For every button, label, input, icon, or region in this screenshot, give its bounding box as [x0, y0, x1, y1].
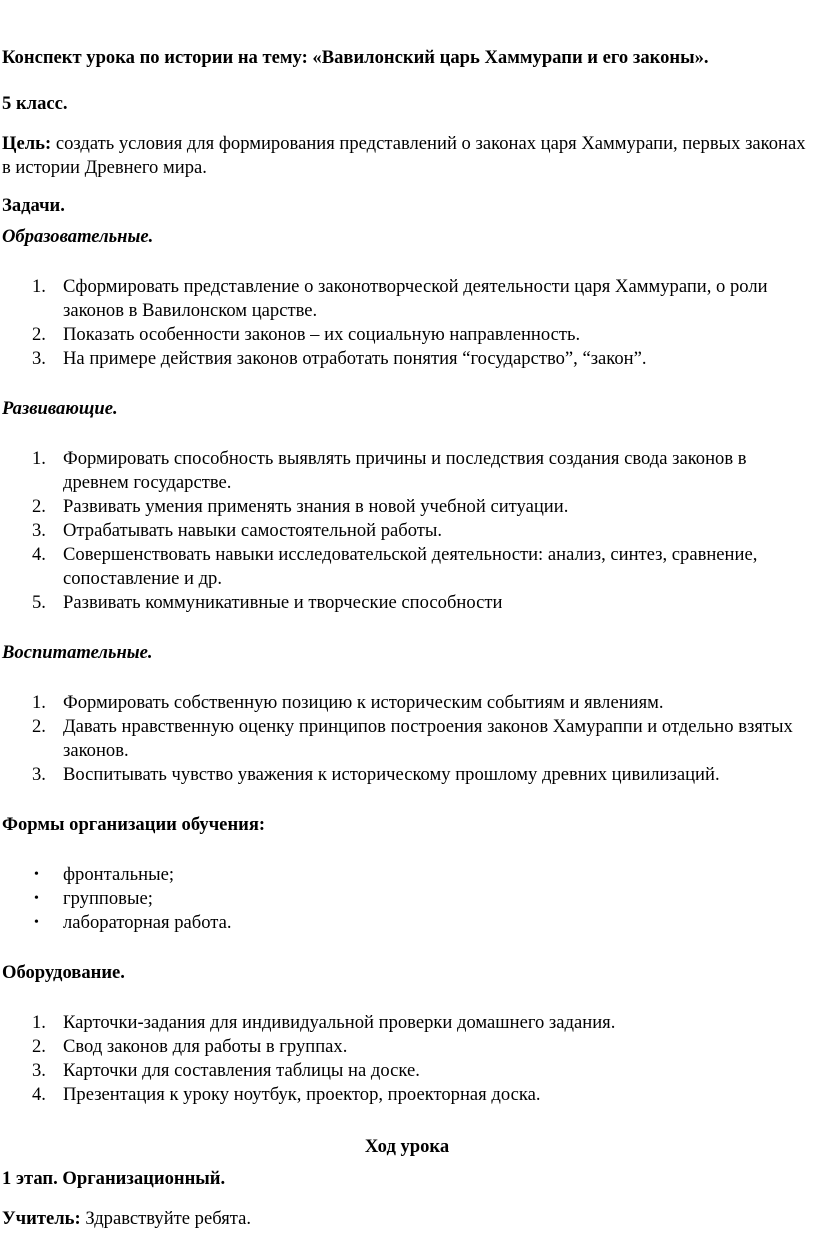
goal-text: создать условия для формирования представлений о законах царя Хаммурапи, первых законах в истории Древнего мира.	[2, 133, 806, 178]
list-number: 1.	[32, 1012, 46, 1033]
list-text: Свод законов для работы в группах.	[63, 1036, 348, 1057]
list-item	[2, 1059, 812, 1083]
list-text: Формировать собственную позицию к историческим событиям и явлениям.	[63, 692, 664, 713]
list-item	[2, 447, 812, 495]
list-item	[2, 347, 812, 371]
list-text: фронтальные;	[63, 864, 174, 885]
list-text: Сформировать представление о законотворческой деятельности царя Хаммурапи, о роли законов в Вавилонском царстве.	[63, 276, 768, 321]
list-text: лабораторная работа.	[63, 912, 232, 933]
list-item	[2, 519, 812, 543]
list-text: На примере действия законов отработать понятия “государство”, “закон”.	[63, 348, 647, 369]
list-item	[2, 715, 812, 763]
upbringing-list	[2, 691, 812, 787]
goal-paragraph	[2, 132, 812, 180]
list-item	[2, 495, 812, 519]
forms-list	[2, 863, 812, 935]
list-number: 4.	[32, 544, 46, 565]
bullet-icon: •	[34, 867, 39, 882]
list-text: Давать нравственную оценку принципов построения законов Хамураппи и отдельно взятых законов.	[63, 716, 793, 761]
list-number: 2.	[32, 496, 46, 517]
teacher-text: Здравствуйте ребята.	[80, 1208, 252, 1229]
list-number: 1.	[32, 692, 46, 713]
list-text: Развивать умения применять знания в новой учебной ситуации.	[63, 496, 569, 517]
lesson-heading: Ход урока	[364, 1136, 450, 1157]
equipment-heading: Оборудование.	[2, 962, 125, 983]
list-text: Отрабатывать навыки самостоятельной работы.	[63, 520, 443, 541]
bullet-icon: •	[34, 915, 39, 930]
list-text: Формировать способность выявлять причины и последствия создания свода законов в древнем государстве.	[63, 448, 747, 493]
list-item	[2, 1011, 812, 1035]
list-text: Развивать коммуникативные и творческие способности	[63, 592, 503, 613]
bullet-icon: •	[34, 891, 39, 906]
educational-list	[2, 275, 812, 371]
list-item	[2, 1035, 812, 1059]
developing-heading: Развивающие.	[2, 398, 118, 419]
list-text: Карточки для составления таблицы на доске.	[63, 1060, 420, 1081]
list-item	[2, 691, 812, 715]
list-number: 2.	[32, 324, 46, 345]
list-item	[2, 1083, 812, 1107]
list-item	[2, 591, 812, 615]
list-text: Презентация к уроку ноутбук, проектор, проекторная доска.	[63, 1084, 541, 1105]
teacher-label: Учитель:	[2, 1208, 81, 1229]
list-text: групповые;	[63, 888, 153, 909]
list-text: Показать особенности законов – их социальную направленность.	[63, 324, 581, 345]
list-number: 2.	[32, 1036, 46, 1057]
document-page	[2, 46, 812, 1231]
list-item	[2, 275, 812, 323]
list-item	[2, 543, 812, 591]
list-text: Карточки-задания для индивидуальной проверки домашнего задания.	[63, 1012, 616, 1033]
list-number: 4.	[32, 1084, 46, 1105]
goal-label: Цель:	[2, 133, 52, 154]
list-item	[2, 323, 812, 347]
list-number: 1.	[32, 276, 46, 297]
developing-list	[2, 447, 812, 615]
tasks-heading: Задачи.	[2, 195, 65, 216]
list-item	[2, 911, 812, 935]
list-number: 3.	[32, 764, 46, 785]
grade-label: 5 класс.	[2, 93, 68, 114]
document-title: Конспект урока по истории на тему: «Вавилонский царь Хаммурапи и его законы».	[2, 47, 709, 68]
educational-heading: Образовательные.	[2, 226, 154, 247]
list-number: 3.	[32, 520, 46, 541]
list-text: Воспитывать чувство уважения к историческому прошлому древних цивилизаций.	[63, 764, 720, 785]
teacher-line	[2, 1207, 812, 1231]
list-number: 5.	[32, 592, 46, 613]
upbringing-heading: Воспитательные.	[2, 642, 153, 663]
list-item	[2, 763, 812, 787]
list-item	[2, 887, 812, 911]
stage-1-heading: 1 этап. Организационный.	[2, 1168, 226, 1189]
list-item	[2, 863, 812, 887]
forms-heading: Формы организации обучения:	[2, 814, 266, 835]
list-number: 3.	[32, 348, 46, 369]
equipment-list	[2, 1011, 812, 1107]
list-number: 2.	[32, 716, 46, 737]
list-number: 3.	[32, 1060, 46, 1081]
list-text: Совершенствовать навыки исследовательской деятельности: анализ, синтез, сравнение, сопоставление и др.	[63, 544, 758, 589]
list-number: 1.	[32, 448, 46, 469]
